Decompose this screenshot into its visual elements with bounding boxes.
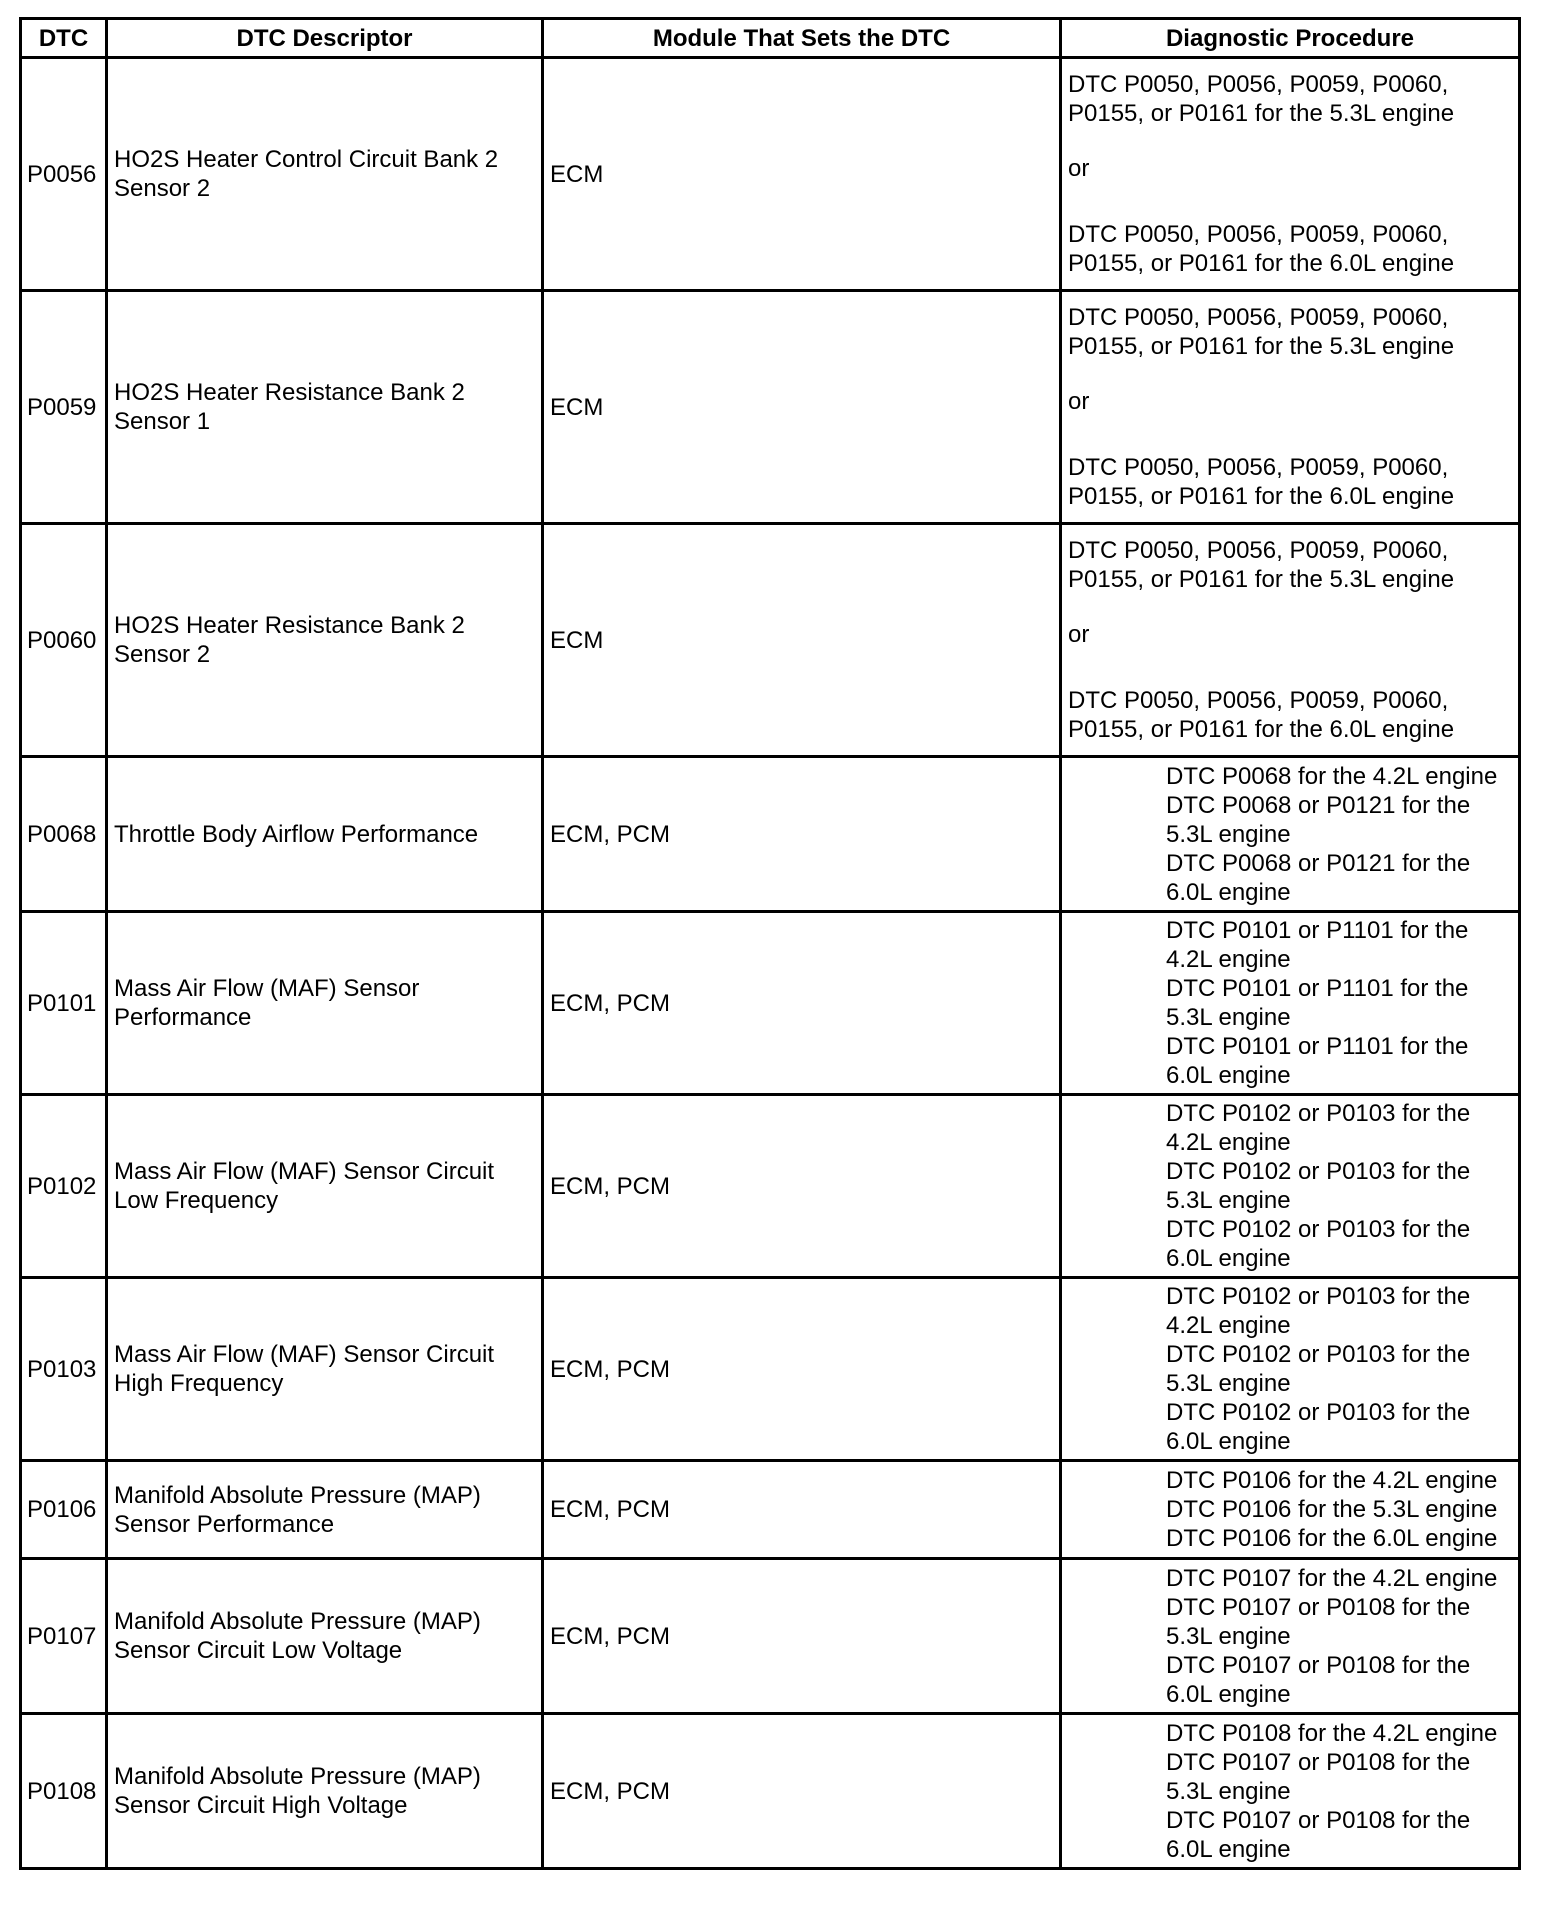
procedure-line[interactable]: DTC P0068 for the 4.2L engine [1166, 762, 1498, 790]
procedure-line[interactable]: DTC P0102 or P0103 for the 6.0L engine [1166, 1216, 1471, 1272]
procedure-line[interactable]: DTC P0101 or P1101 for the 5.3L engine [1166, 975, 1469, 1031]
dtc-code: P0107 [21, 1559, 107, 1714]
table-row [21, 1461, 1520, 1559]
module: ECM [543, 524, 1061, 757]
dtc-code: P0060 [21, 524, 107, 757]
procedure-line[interactable]: DTC P0050, P0056, P0059, P0060, P0155, or P0161 for the 6.0L engine [1068, 454, 1455, 510]
table-row [21, 757, 1520, 912]
diagnostic-procedure [1061, 1559, 1520, 1714]
table-row [21, 1095, 1520, 1278]
procedure-or: or [1068, 388, 1090, 415]
dtc-code: P0059 [21, 291, 107, 524]
header-procedure: Diagnostic Procedure [1061, 19, 1520, 58]
dtc-table [19, 17, 1521, 1870]
module: ECM [543, 291, 1061, 524]
table-row [21, 1278, 1520, 1461]
module: ECM [543, 58, 1061, 291]
dtc-descriptor: Manifold Absolute Pressure (MAP) Sensor Circuit High Voltage [107, 1714, 543, 1869]
module: ECM, PCM [543, 1095, 1061, 1278]
dtc-code: P0108 [21, 1714, 107, 1869]
dtc-descriptor: Throttle Body Airflow Performance [107, 757, 543, 912]
header-dtc: DTC [21, 19, 107, 58]
procedure-line[interactable]: DTC P0101 or P1101 for the 4.2L engine [1166, 917, 1469, 973]
dtc-descriptor: HO2S Heater Resistance Bank 2 Sensor 1 [107, 291, 543, 524]
diagnostic-procedure [1061, 524, 1520, 757]
dtc-descriptor: Mass Air Flow (MAF) Sensor Circuit High Frequency [107, 1278, 543, 1461]
procedure-line[interactable]: DTC P0107 for the 4.2L engine [1166, 1564, 1498, 1592]
procedure-or: or [1068, 155, 1090, 182]
table-row [21, 291, 1520, 524]
dtc-code: P0106 [21, 1461, 107, 1559]
procedure-line[interactable]: DTC P0108 for the 4.2L engine [1166, 1719, 1498, 1747]
table-row [21, 524, 1520, 757]
table-row [21, 1559, 1520, 1714]
procedure-line[interactable]: DTC P0101 or P1101 for the 6.0L engine [1166, 1033, 1469, 1089]
diagnostic-procedure [1061, 1095, 1520, 1278]
module: ECM, PCM [543, 757, 1061, 912]
dtc-descriptor: HO2S Heater Control Circuit Bank 2 Sensor 2 [107, 58, 543, 291]
dtc-descriptor: Manifold Absolute Pressure (MAP) Sensor Performance [107, 1461, 543, 1559]
table-row [21, 912, 1520, 1095]
diagnostic-procedure [1061, 291, 1520, 524]
procedure-line[interactable]: DTC P0068 or P0121 for the 5.3L engine [1166, 791, 1471, 848]
procedure-line[interactable]: DTC P0050, P0056, P0059, P0060, P0155, or P0161 for the 5.3L engine [1068, 304, 1455, 360]
module: ECM, PCM [543, 1559, 1061, 1714]
module: ECM, PCM [543, 1714, 1061, 1869]
procedure-line[interactable]: DTC P0107 or P0108 for the 5.3L engine [1166, 1593, 1471, 1650]
header-module: Module That Sets the DTC [543, 19, 1061, 58]
procedure-line[interactable]: DTC P0102 or P0103 for the 5.3L engine [1166, 1158, 1471, 1214]
procedure-line[interactable]: DTC P0106 for the 6.0L engine [1166, 1525, 1498, 1552]
table-row [21, 1714, 1520, 1869]
dtc-descriptor: Mass Air Flow (MAF) Sensor Performance [107, 912, 543, 1095]
diagnostic-procedure [1061, 58, 1520, 291]
diagnostic-procedure [1061, 757, 1520, 912]
diagnostic-procedure [1061, 1714, 1520, 1869]
procedure-line[interactable]: DTC P0068 or P0121 for the 6.0L engine [1166, 849, 1471, 906]
header-row [21, 19, 1520, 58]
table-row [21, 58, 1520, 291]
procedure-line[interactable]: DTC P0102 or P0103 for the 5.3L engine [1166, 1341, 1471, 1397]
procedure-line[interactable]: DTC P0102 or P0103 for the 4.2L engine [1166, 1283, 1471, 1339]
module: ECM, PCM [543, 1278, 1061, 1461]
diagnostic-procedure [1061, 1461, 1520, 1559]
diagnostic-procedure [1061, 912, 1520, 1095]
module: ECM, PCM [543, 912, 1061, 1095]
procedure-line[interactable]: DTC P0107 or P0108 for the 6.0L engine [1166, 1651, 1471, 1708]
dtc-code: P0102 [21, 1095, 107, 1278]
procedure-line[interactable]: DTC P0107 or P0108 for the 5.3L engine [1166, 1748, 1471, 1805]
procedure-line[interactable]: DTC P0050, P0056, P0059, P0060, P0155, or P0161 for the 5.3L engine [1068, 71, 1455, 127]
diagnostic-procedure [1061, 1278, 1520, 1461]
dtc-descriptor: HO2S Heater Resistance Bank 2 Sensor 2 [107, 524, 543, 757]
module: ECM, PCM [543, 1461, 1061, 1559]
dtc-descriptor: Manifold Absolute Pressure (MAP) Sensor Circuit Low Voltage [107, 1559, 543, 1714]
header-descriptor: DTC Descriptor [107, 19, 543, 58]
procedure-line[interactable]: DTC P0050, P0056, P0059, P0060, P0155, or P0161 for the 6.0L engine [1068, 687, 1455, 743]
procedure-line[interactable]: DTC P0050, P0056, P0059, P0060, P0155, or P0161 for the 5.3L engine [1068, 537, 1455, 593]
procedure-line[interactable]: DTC P0107 or P0108 for the 6.0L engine [1166, 1806, 1471, 1863]
procedure-line[interactable]: DTC P0050, P0056, P0059, P0060, P0155, or P0161 for the 6.0L engine [1068, 221, 1455, 277]
dtc-descriptor: Mass Air Flow (MAF) Sensor Circuit Low Frequency [107, 1095, 543, 1278]
procedure-or: or [1068, 621, 1090, 648]
procedure-line[interactable]: DTC P0106 for the 4.2L engine [1166, 1467, 1498, 1494]
procedure-line[interactable]: DTC P0102 or P0103 for the 6.0L engine [1166, 1399, 1471, 1455]
dtc-code: P0103 [21, 1278, 107, 1461]
dtc-code: P0056 [21, 58, 107, 291]
procedure-line[interactable]: DTC P0106 for the 5.3L engine [1166, 1496, 1498, 1523]
dtc-code: P0101 [21, 912, 107, 1095]
dtc-code: P0068 [21, 757, 107, 912]
procedure-line[interactable]: DTC P0102 or P0103 for the 4.2L engine [1166, 1100, 1471, 1156]
